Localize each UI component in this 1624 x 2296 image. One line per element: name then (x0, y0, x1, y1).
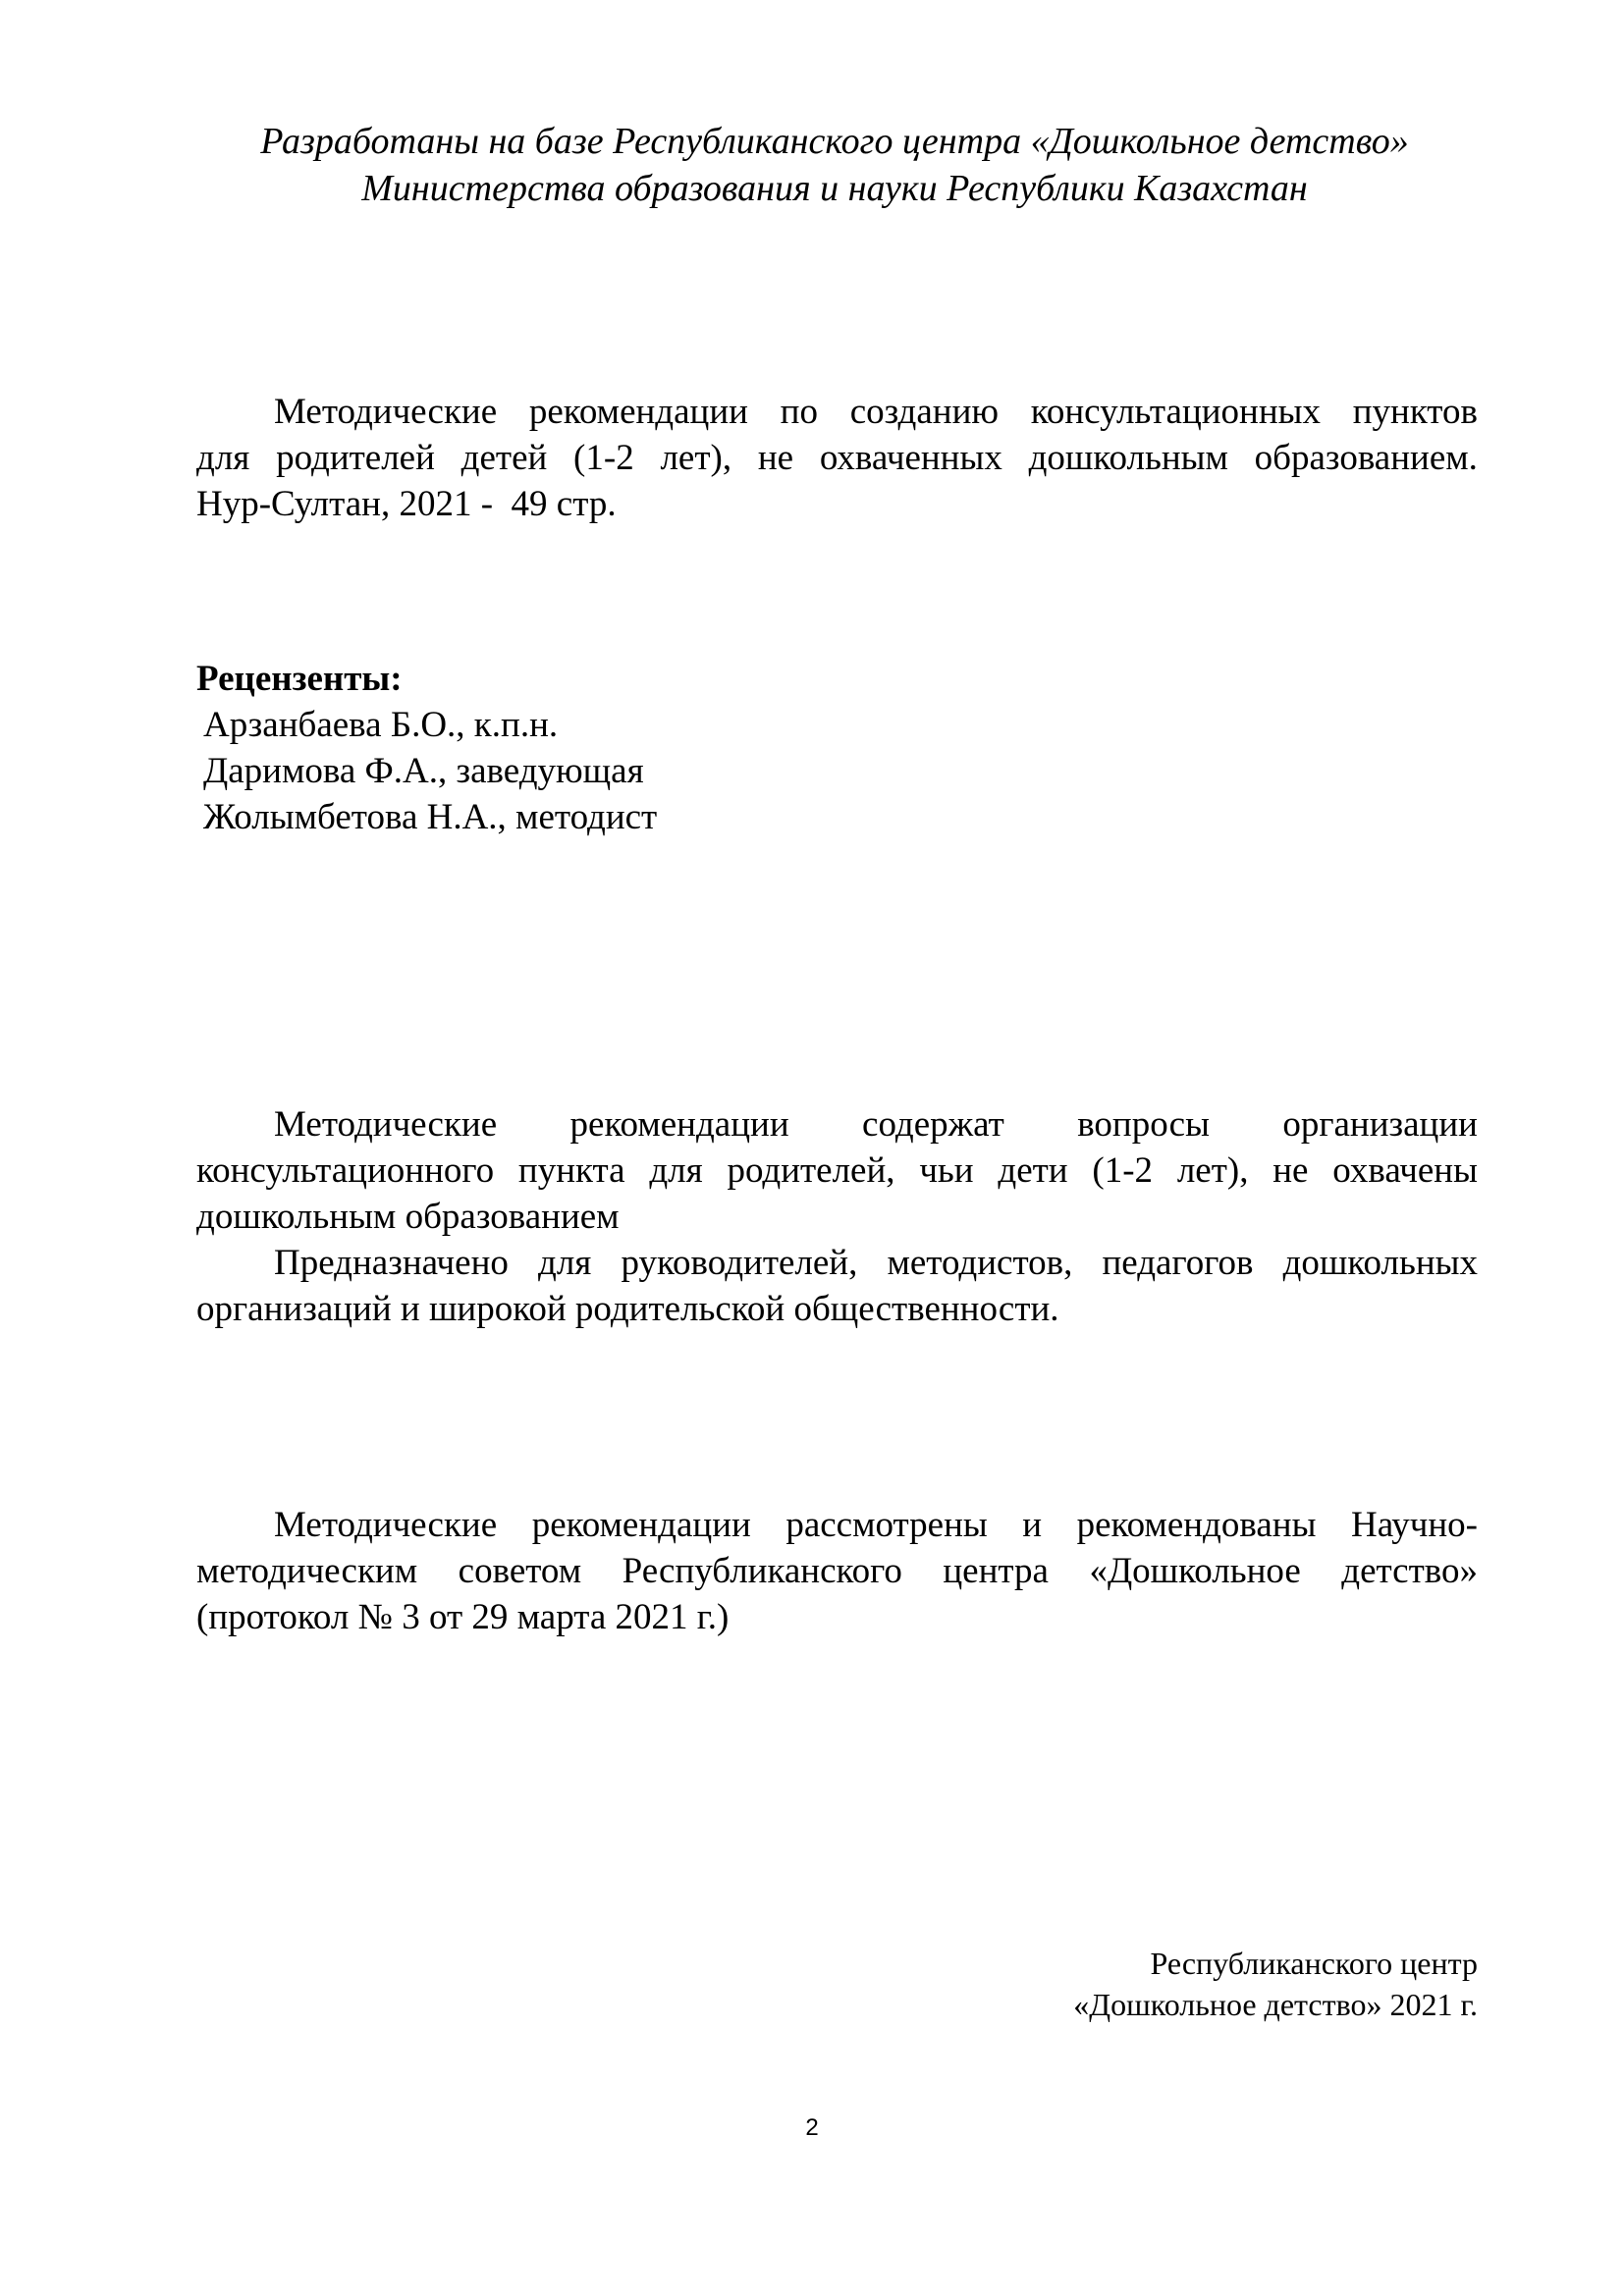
word: чьи (919, 1150, 974, 1191)
word: для (649, 1150, 703, 1191)
word: не (1272, 1150, 1309, 1191)
publication-line-3: Нур-Султан, 2021 - 49 стр. (196, 484, 617, 524)
word: рассмотрены (785, 1505, 988, 1545)
word: Научно- (1350, 1505, 1478, 1545)
word: Методические (274, 1104, 498, 1145)
word: (1-2 (573, 438, 634, 478)
word: охваченных (819, 438, 1002, 478)
header-line-1: Разработаны на базе Республиканского центра «Дошкольное детство» (260, 121, 1409, 162)
page-header (196, 118, 1473, 212)
description-p1-line-2 (196, 1148, 1478, 1194)
word: консультационных (1030, 392, 1322, 432)
reviewer-item: Арзанбаева Б.О., к.п.н. (203, 705, 559, 745)
header-line-2: Министерства образования и науки Республики Казахстан (361, 168, 1308, 209)
word: педагогов (1102, 1243, 1254, 1283)
approval-line-2 (196, 1548, 1478, 1594)
word: детей (460, 438, 548, 478)
word: центра (943, 1551, 1049, 1591)
word: советом (458, 1551, 582, 1591)
word: по (780, 392, 818, 432)
word: «Дошкольное (1089, 1551, 1301, 1591)
word: лет), (660, 438, 732, 478)
word: рекомендации (531, 1505, 751, 1545)
description-p2-line-2: организаций и широкой родительской общественности. (196, 1289, 1059, 1329)
word: Методические (274, 392, 498, 432)
word: Республиканского (622, 1551, 902, 1591)
publication-line-2 (196, 435, 1478, 481)
description-p2-line-1 (196, 1240, 1478, 1286)
word: образованием. (1254, 438, 1478, 478)
word: дошкольных (1282, 1243, 1478, 1283)
word: методическим (196, 1551, 418, 1591)
word: руководителей, (621, 1243, 858, 1283)
word: и (1022, 1505, 1043, 1545)
word: родителей, (727, 1150, 895, 1191)
reviewers-title: Рецензенты: (196, 659, 403, 699)
word: вопросы (1077, 1104, 1210, 1145)
approval-line-1 (196, 1502, 1478, 1548)
word: (1-2 (1092, 1150, 1154, 1191)
word: не (757, 438, 794, 478)
word: для (538, 1243, 592, 1283)
word: методистов, (887, 1243, 1073, 1283)
footer-line-1: Республиканского центр (1150, 1946, 1478, 1981)
word: консультационного (196, 1150, 495, 1191)
description-p1-line-3: дошкольным образованием (196, 1197, 620, 1237)
publisher-footer (884, 1943, 1478, 2025)
word: организации (1282, 1104, 1478, 1145)
word: родителей (276, 438, 435, 478)
description-p1-line-1 (196, 1101, 1478, 1148)
word: Предназначено (274, 1243, 509, 1283)
footer-line-2: «Дошкольное детство» 2021 г. (1073, 1987, 1478, 2022)
word: рекомендованы (1076, 1505, 1317, 1545)
word: содержат (862, 1104, 1004, 1145)
page-number: 2 (805, 2114, 819, 2141)
publication-line-1 (196, 389, 1478, 435)
reviewer-item: Жолымбетова Н.А., методист (203, 797, 658, 837)
word: созданию (849, 392, 1000, 432)
word: лет), (1176, 1150, 1249, 1191)
approval-line-3: (протокол № 3 от 29 марта 2021 г.) (196, 1597, 730, 1637)
word: рекомендации (528, 392, 748, 432)
approval-section (196, 1502, 1478, 1640)
word: пунктов (1352, 392, 1478, 432)
reviewer-item: Даримова Ф.А., заведующая (203, 751, 644, 791)
word: пункта (517, 1150, 625, 1191)
word: дети (998, 1150, 1068, 1191)
description-section (196, 1101, 1478, 1332)
reviewers-section (196, 656, 884, 840)
word: детство» (1341, 1551, 1478, 1591)
word: рекомендации (569, 1104, 789, 1145)
word: дошкольным (1028, 438, 1228, 478)
word: для (196, 438, 250, 478)
publication-info (196, 389, 1478, 527)
word: Методические (274, 1505, 498, 1545)
word: охвачены (1332, 1150, 1478, 1191)
